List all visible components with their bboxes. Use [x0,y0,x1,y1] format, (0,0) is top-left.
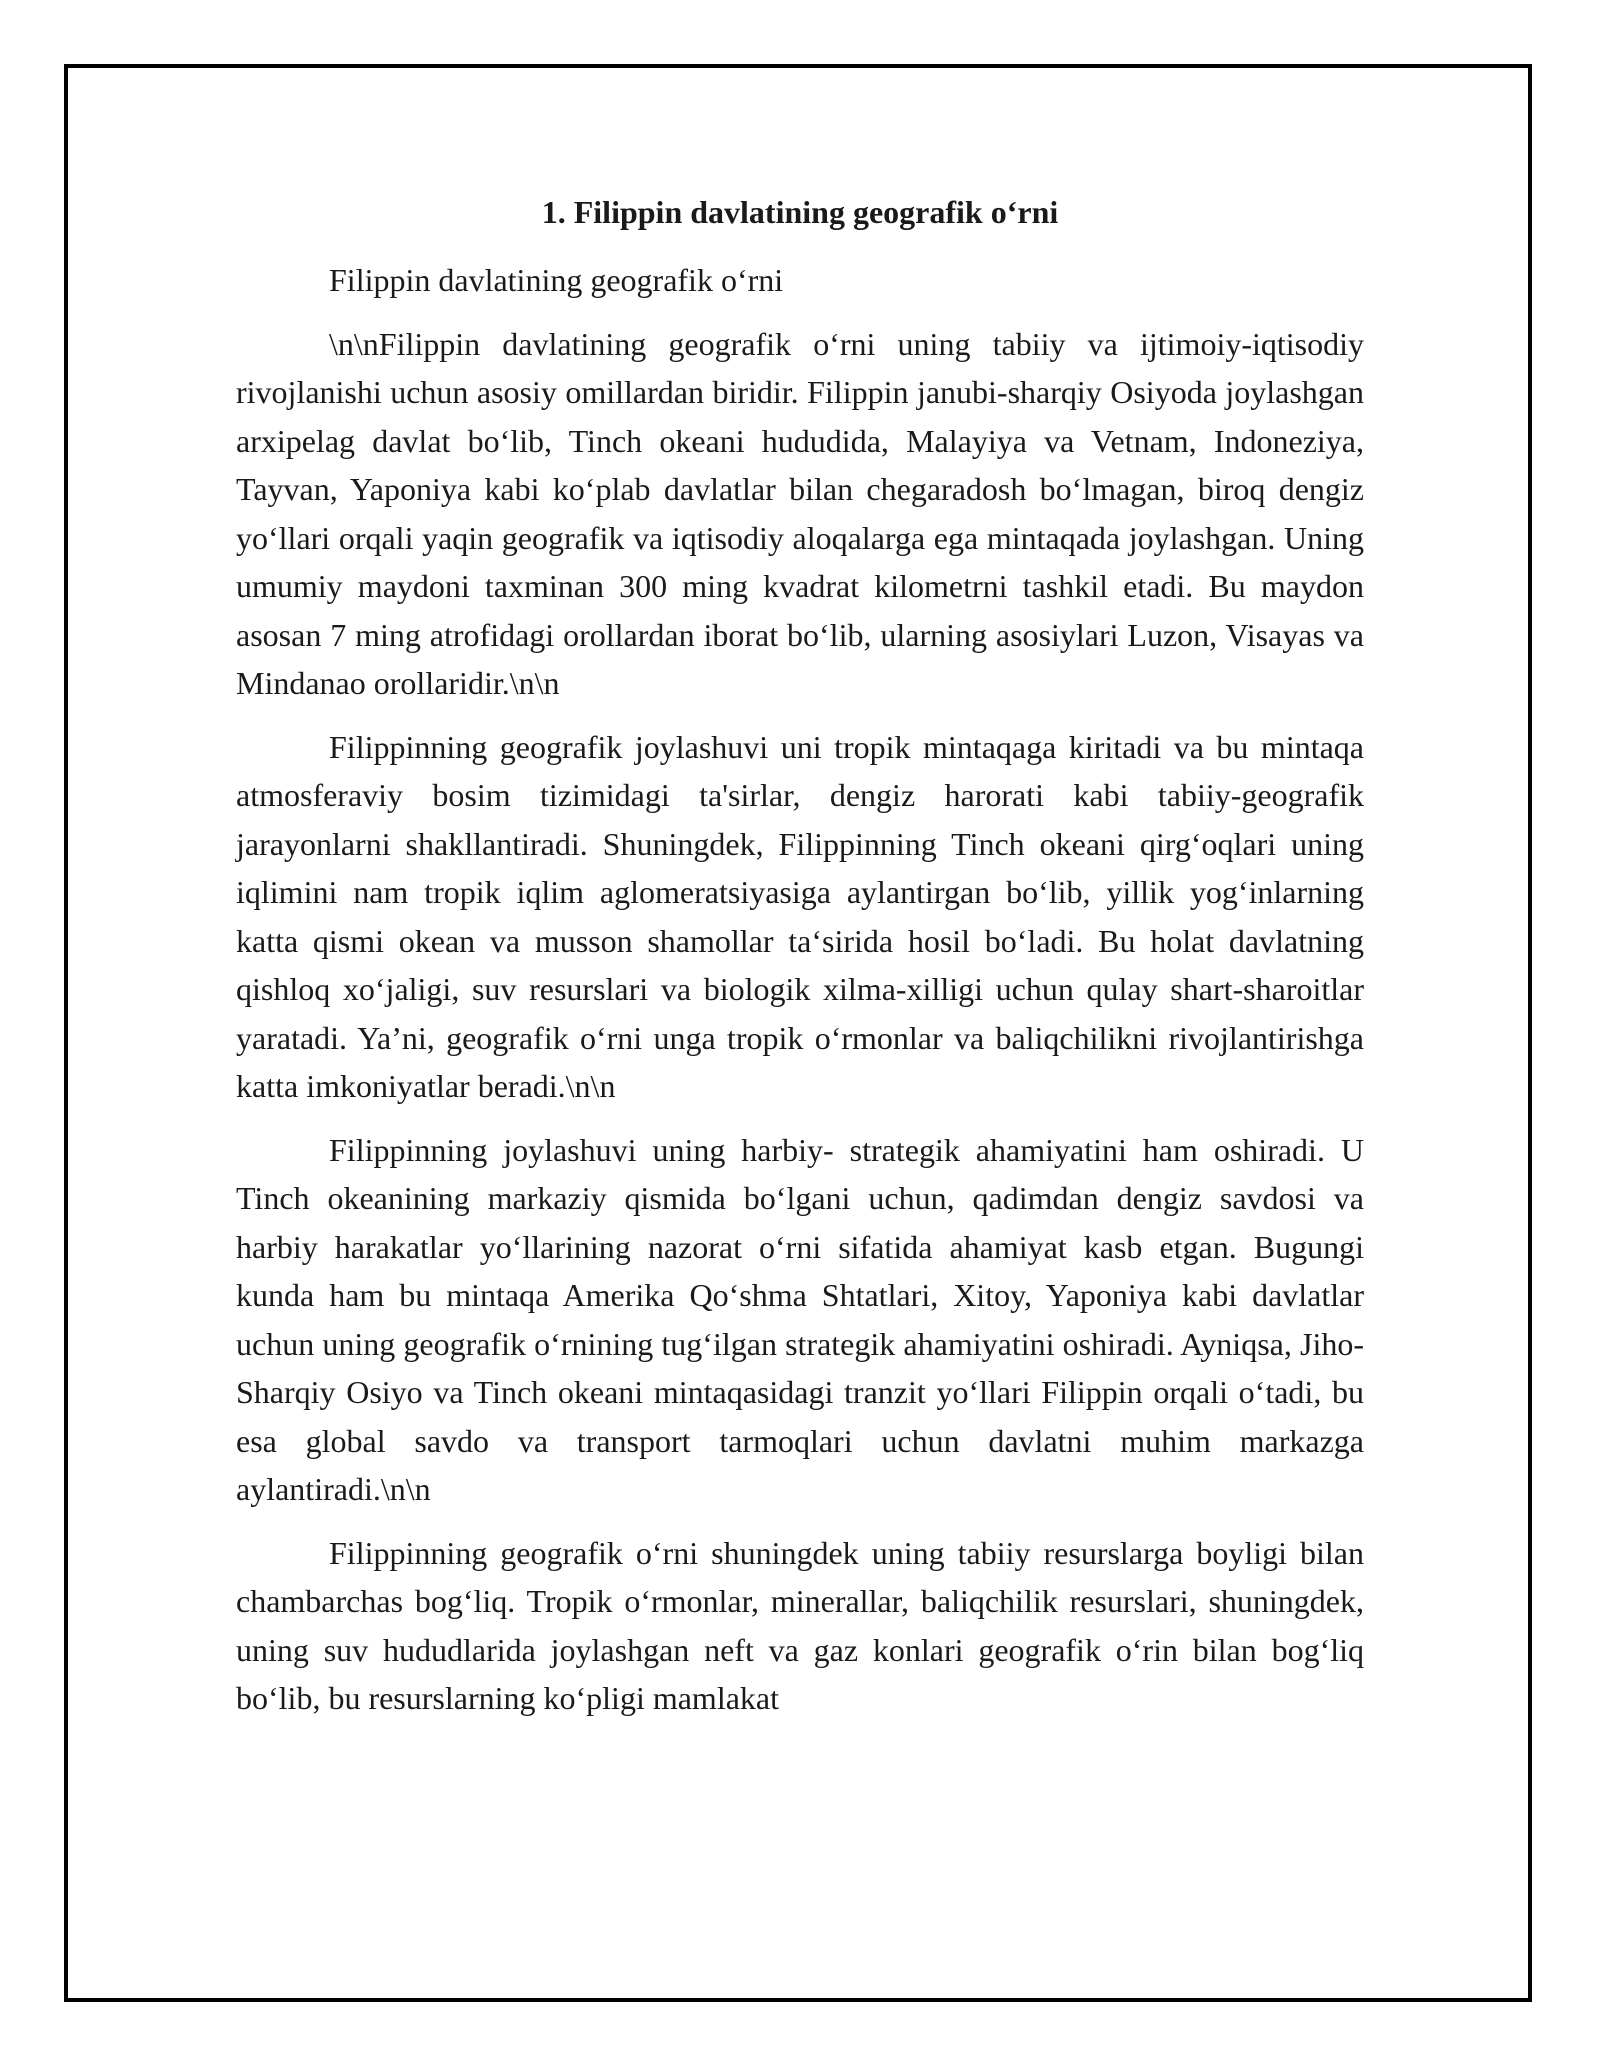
paragraph-3: Filippinning joylashuvi uning harbiy- strategik ahamiyatini ham oshiradi. U Tinch okeanining markaziy qismida bo‘lgani uchun, qadimdan dengiz savdosi va harbiy harakatlar yo‘llarining nazorat o‘rni sifatida ahamiyat kasb etgan. Bugungi kunda ham bu mintaqa Amerika Qo‘shma Shtatlari, Xitoy, Yaponiya kabi davlatlar uchun uning geografik o‘rnining tug‘ilgan strategik ahamiyatini oshiradi. Ayniqsa, Jiho-Sharqiy Osiyo va Tinch okeani mintaqasidagi tranzit yo‘llari Filippin orqali o‘tadi, bu esa global savdo va transport tarmoqlari uchun davlatni muhim markazga aylantiradi.\n\n [236,1131,1364,1507]
document-title: 1. Filippin davlatining geografik o‘rni [541,194,1059,230]
paragraph-subtitle: Filippin davlatining geografik o‘rni [329,262,784,298]
document-body [236,188,1364,1738]
paragraph-1: \n\nFilippin davlatining geografik o‘rni uning tabiiy va ijtimoiy-iqtisodiy rivojlanishi uchun asosiy omillardan biridir. Filippin janubi-sharqiy Osiyoda joylashgan arxipelag davlat bo‘lib, Tinch okeani hududida, Malayiya va Vetnam, Indoneziya, Tayvan, Yaponiya kabi ko‘plab davlatlar bilan chegaradosh bo‘lmagan, biroq dengiz yo‘llari orqali yaqin geografik va iqtisodiy aloqalarga ega mintaqada joylashgan. Uning umumiy maydoni taxminan 300 ming kvadrat kilometrni tashkil etadi. Bu maydon asosan 7 ming atrofidagi orollardan iborat bo‘lib, ularning asosiylari Luzon, Visayas va Mindanao orollaridir.\n\n [236,325,1364,701]
paragraph-4: Filippinning geografik o‘rni shuningdek uning tabiiy resurslarga boyligi bilan chambarchas bog‘liq. Tropik o‘rmonlar, minerallar, baliqchilik resurslari, shuningdek, uning suv hududlarida joylashgan neft va gaz konlari geografik o‘rin bilan bog‘liq bo‘lib, bu resurslarning ko‘pligi mamlakat [236,1534,1364,1716]
paragraph-2: Filippinning geografik joylashuvi uni tropik mintaqaga kiritadi va bu mintaqa atmosferaviy bosim tizimidagi ta'sirlar, dengiz harorati kabi tabiiy-geografik jarayonlarni shakllantiradi. Shuningdek, Filippinning Tinch okeani qirg‘oqlari uning iqlimini nam tropik iqlim aglomeratsiyasiga aylantirgan bo‘lib, yillik yog‘inlarning katta qismi okean va musson shamollar ta‘sirida hosil bo‘ladi. Bu holat davlatning qishloq xo‘jaligi, suv resurslari va biologik xilma-xilligi uchun qulay shart-sharoitlar yaratadi. Ya’ni, geografik o‘rni unga tropik o‘rmonlar va baliqchilikni rivojlantirishga katta imkoniyatlar beradi.\n\n [236,728,1364,1104]
